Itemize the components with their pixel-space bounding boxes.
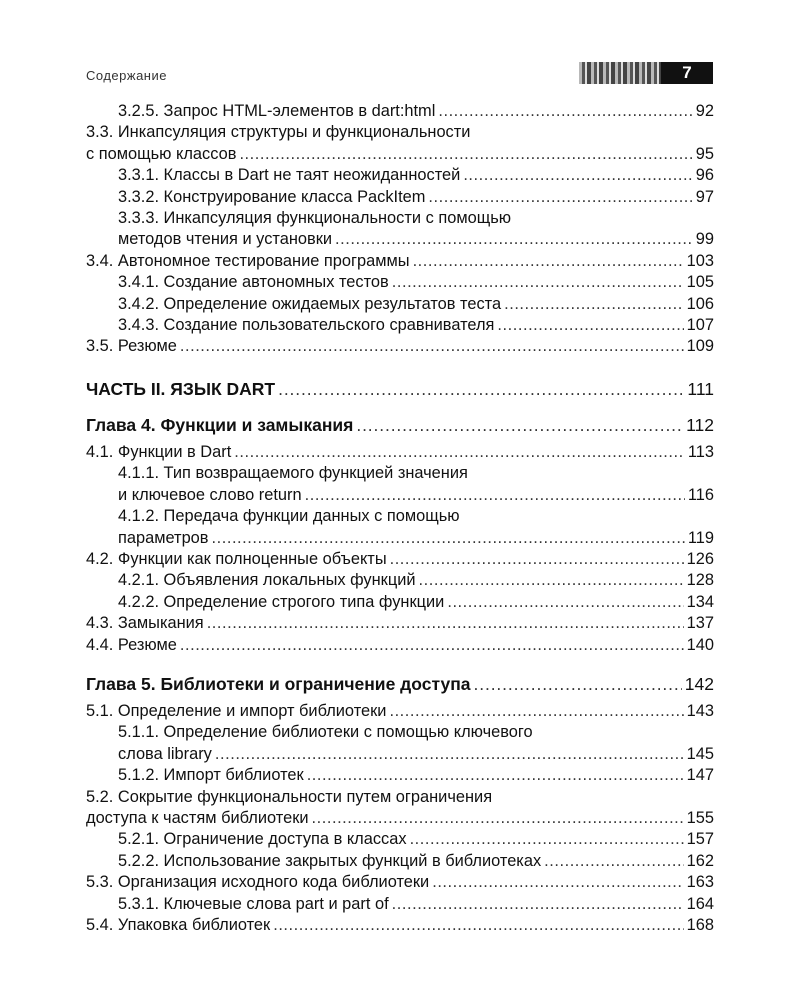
toc-entry-page: 157 [686,830,714,849]
toc-entry [86,506,714,549]
toc-entry [86,570,714,591]
dot-leader [392,272,684,293]
toc-entry-title-line: 5.1.1. Определение библиотеки с помощью ключевого [118,723,533,742]
spacer [86,656,714,673]
toc-entry [86,208,714,251]
toc-entry-page: 97 [695,187,714,206]
dot-leader [207,613,684,634]
toc-entry [86,872,714,893]
toc-entry-title: 4.2.2. Определение строгого типа функции [118,592,445,611]
toc-entry-title: слова library [118,744,212,763]
dot-leader [497,315,683,336]
page-number-bar [579,62,713,84]
dot-leader [273,915,683,936]
toc-entry [86,635,714,656]
dot-leader [447,592,683,613]
toc-entry-page: 145 [686,744,714,763]
toc-entry-title: 5.3. Организация исходного кода библиотеки [86,873,430,892]
toc-entry [86,592,714,613]
toc-entry-page: 112 [686,414,714,435]
toc-entry [86,894,714,915]
toc-entry-title: 4.3. Замыкания [86,614,204,633]
toc-entry-page: 163 [686,873,714,892]
toc-entry-page: 142 [684,673,714,694]
toc-entry [86,549,714,570]
toc-entry-title-line: 3.3. Инкапсуляция структуры и функциональности [86,123,471,142]
toc-entry-title: 3.4.2. Определение ожидаемых результатов теста [118,294,502,313]
dot-leader [392,894,684,915]
toc-entry-page: 92 [695,102,714,120]
toc-entry-title: 3.3.1. Классы в Dart не таят неожиданностей [118,166,461,185]
toc-entry-title-line: 3.3.3. Инкапсуляция функциональности с помощью [118,209,512,228]
toc-entry-title: 3.5. Резюме [86,337,177,356]
toc-entry-page: 109 [686,337,714,356]
toc-entry [86,122,714,165]
dot-leader [212,528,685,549]
toc-entry [86,765,714,786]
toc-entry-page: 155 [686,808,714,827]
toc-entry-page: 168 [686,916,714,934]
dot-leader [389,701,683,722]
toc-entry [86,165,714,186]
dot-leader [305,485,685,506]
toc-entry-title: с помощью классов [86,144,237,163]
toc-entry-page: 134 [686,592,714,611]
toc-entry [86,829,714,850]
toc-entry-page: 95 [695,144,714,163]
toc-entry [86,787,714,830]
dot-leader [432,872,683,893]
toc-entry-title: 5.4. Упаковка библиотек [86,916,271,934]
dot-leader [463,165,692,186]
dot-leader [278,378,684,400]
toc-chapter-heading [86,414,714,436]
toc-entry-title: параметров [118,528,209,547]
toc-entry-page: 113 [687,442,714,461]
toc-entry [86,251,714,272]
toc-entry-title: 4.1. Функции в Dart [86,442,232,461]
toc-entry-title: 5.3.1. Ключевые слова part и part of [118,894,389,913]
toc-entry-title: 3.4.3. Создание пользовательского сравнивателя [118,316,495,335]
dot-leader [504,294,684,315]
toc-entry [86,315,714,336]
toc-entry-page: 103 [686,251,714,270]
toc-entry-page: 162 [686,851,714,870]
toc-entry [86,442,714,463]
toc-entry-page: 119 [687,528,714,547]
toc-entry-page: 147 [686,766,714,785]
dot-leader [428,187,692,208]
dot-leader [413,251,684,272]
dot-leader [335,229,693,250]
toc-entry-title: 4.2.1. Объявления локальных функций [118,571,416,590]
toc-entry-page: 164 [686,894,714,913]
toc-entry [86,272,714,293]
toc-entry-page: 128 [686,571,714,590]
toc-entry-title: 5.2.1. Ограничение доступа в классах [118,830,407,849]
dot-leader [544,851,683,872]
toc-entry-page: 105 [686,273,714,292]
toc-entry [86,187,714,208]
toc-entry-title-line: 4.1.2. Передача функции данных с помощью [118,507,460,526]
toc-entry-title: доступа к частям библиотеки [86,808,309,827]
page-number: 7 [661,62,713,84]
toc-entry-title: ЧАСТЬ II. ЯЗЫК DART [86,378,276,399]
toc-entry-page: 140 [686,635,714,654]
dot-leader [438,101,692,122]
dot-leader [215,744,684,765]
toc-entry-page: 106 [686,294,714,313]
decorative-stripes [579,62,661,84]
toc-entry-title: 5.1. Определение и импорт библиотеки [86,701,387,720]
toc-entry-title-line: 4.1.1. Тип возвращаемого функцией значения [118,464,468,483]
toc-entry-page: 107 [686,316,714,335]
dot-leader [312,808,684,829]
toc-entry-page: 143 [686,701,714,720]
toc-entry-page: 116 [687,485,714,504]
toc-entry-title: 3.2.5. Запрос HTML-элементов в dart:html [118,102,436,120]
dot-leader [180,336,684,357]
dot-leader [234,442,685,463]
toc-entry-page: 137 [686,614,714,633]
toc-chapter-heading [86,673,714,695]
dot-leader [239,144,692,165]
running-title: Содержание [86,68,167,83]
toc-entry [86,101,714,122]
toc-entry [86,463,714,506]
toc-entry-title: 3.4.1. Создание автономных тестов [118,273,389,292]
toc-entry [86,701,714,722]
dot-leader [474,673,682,695]
toc-entry-title: 3.4. Автономное тестирование программы [86,251,410,270]
toc-entry [86,851,714,872]
toc-entry-title: Глава 4. Функции и замыкания [86,414,354,435]
spacer [86,400,714,414]
toc-entry-title: 5.2.2. Использование закрытых функций в библиотеках [118,851,542,870]
toc-entry [86,915,714,936]
toc-entry-title: методов чтения и установки [118,230,333,249]
dot-leader [356,414,683,436]
toc-entry [86,613,714,634]
toc-part-heading [86,378,714,400]
toc-entry-title: 5.1.2. Импорт библиотек [118,766,304,785]
dot-leader [410,829,684,850]
toc-entry-page: 96 [695,166,714,185]
dot-leader [419,570,684,591]
toc-entry-title: 4.2. Функции как полноценные объекты [86,549,387,568]
toc-entry-title-line: 5.2. Сокрытие функциональности путем ограничения [86,787,493,806]
toc-entry-page: 99 [695,230,714,249]
spacer [86,358,714,378]
toc-entry-page: 126 [686,549,714,568]
toc-entry-page: 111 [687,378,714,399]
dot-leader [180,635,684,656]
toc-entry [86,336,714,357]
toc-entry-title: 4.4. Резюме [86,635,177,654]
toc-entry-title: и ключевое слово return [118,485,302,504]
table-of-contents [86,101,714,936]
dot-leader [390,549,684,570]
dot-leader [307,765,684,786]
toc-entry [86,722,714,765]
toc-entry-title: Глава 5. Библиотеки и ограничение доступа [86,673,471,694]
toc-entry [86,294,714,315]
toc-entry-title: 3.3.2. Конструирование класса PackItem [118,187,426,206]
